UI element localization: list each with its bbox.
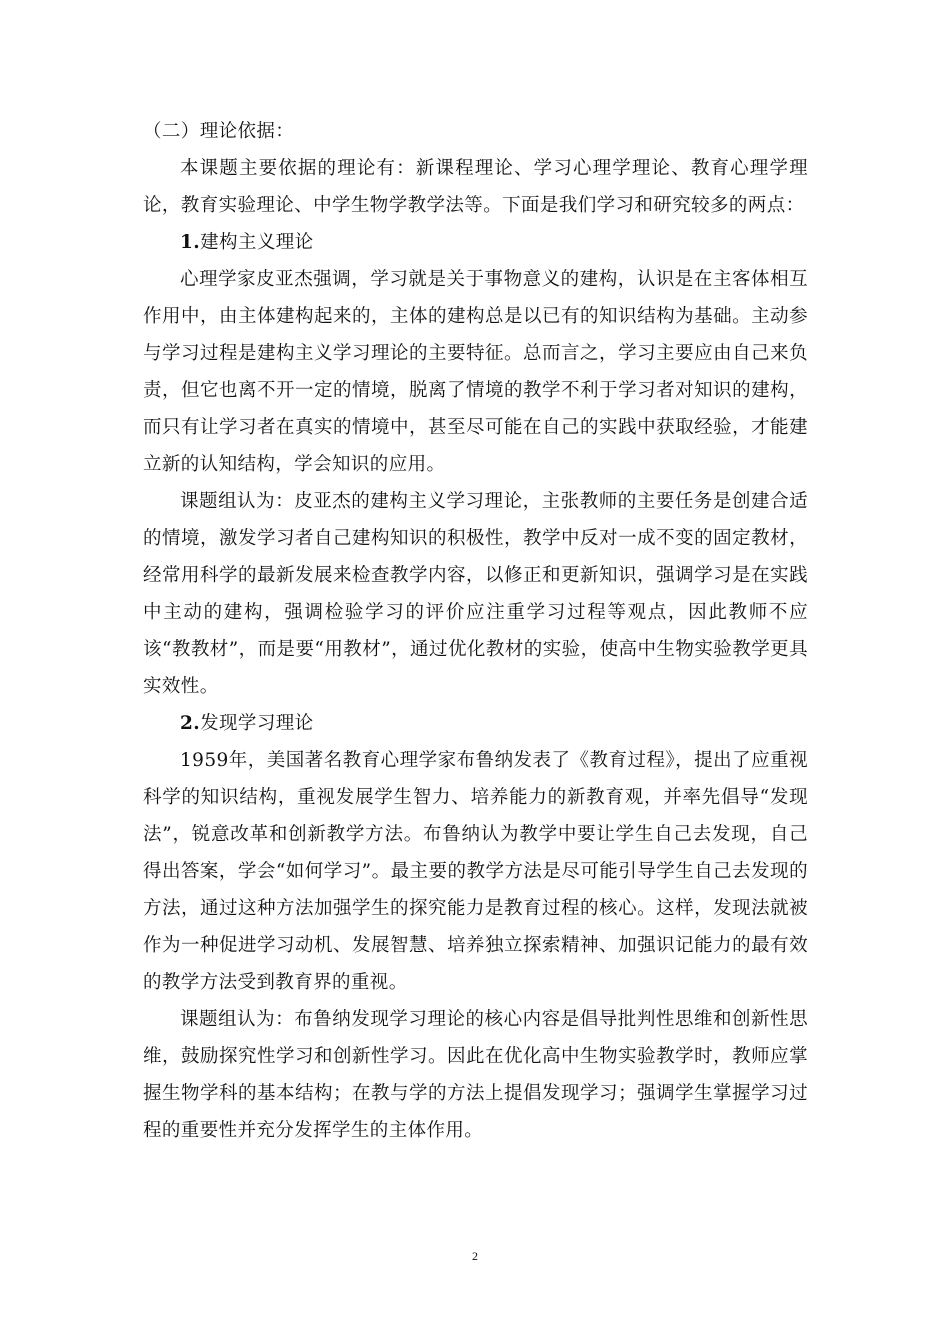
subheading-title: 建构主义理论: [200, 232, 314, 253]
subheading-number: 1.: [180, 232, 201, 253]
paragraph-constructivism-2: 课题组认为：皮亚杰的建构主义学习理论，主张教师的主要任务是创建合适的情境，激发学习者自己建构知识的积极性，教学中反对一成不变的固定教材，经常用科学的最新发展来检查教学内容，以修正和更新知识，强调学习是在实践中主动的建构，强调检验学习的评价应注重学习过程等观点，因此教师不应该“教教材”，而是要“用教材”，通过优化教材的实验，使高中生物实验教学更具实效性。: [143, 491, 808, 697]
subheading-number: 2.: [180, 713, 201, 734]
paragraph-constructivism-1: 心理学家皮亚杰强调，学习就是关于事物意义的建构，认识是在主客体相互作用中，由主体建构起来的，主体的建构总是以已有的知识结构为基础。主动参与学习过程是建构主义学习理论的主要特征。总而言之，学习主要应由自己来负责，但它也离不开一定的情境，脱离了情境的教学不利于学习者对知识的建构，而只有让学习者在真实的情境中，甚至尽可能在自己的实践中获取经验，才能建立新的认知结构，学会知识的应用。: [143, 269, 808, 475]
subheading-discovery-learning: [143, 705, 808, 742]
paragraph-discovery-1: 1959年，美国著名教育心理学家布鲁纳发表了《教育过程》，提出了应重视科学的知识结构，重视发展学生智力、培养能力的新教育观，并率先倡导“发现法”，锐意改革和创新教学方法。布鲁纳认为教学中要让学生自己去发现，自己得出答案，学会“如何学习”。最主要的教学方法是尽可能引导学生自己去发现的方法，通过这种方法加强学生的探究能力是教育过程的核心。这样，发现法就被作为一种促进学习动机、发展智慧、培养独立探索精神、加强识记能力的最有效的教学方法受到教育界的重视。: [143, 750, 808, 993]
section-heading: （二）理论依据：: [143, 121, 295, 142]
document-body: [143, 113, 808, 1149]
intro-paragraph: 本课题主要依据的理论有：新课程理论、学习心理学理论、教育心理学理论，教育实验理论、中学生物学教学法等。下面是我们学习和研究较多的两点：: [143, 158, 808, 216]
page-number: 2: [472, 1249, 478, 1263]
subheading-constructivism: [143, 224, 808, 261]
subheading-title: 发现学习理论: [200, 713, 314, 734]
paragraph-discovery-2: 课题组认为：布鲁纳发现学习理论的核心内容是倡导批判性思维和创新性思维，鼓励探究性学习和创新性学习。因此在优化高中生物实验教学时，教师应掌握生物学科的基本结构；在教与学的方法上提倡发现学习；强调学生掌握学习过程的重要性并充分发挥学生的主体作用。: [143, 1009, 808, 1141]
